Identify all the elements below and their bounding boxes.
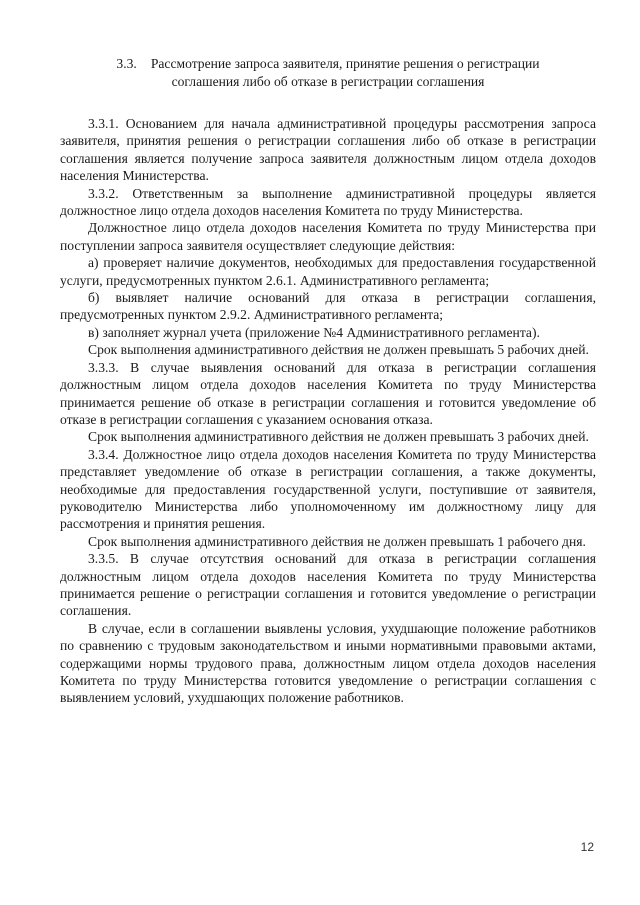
paragraph-actions-intro: Должностное лицо отдела доходов населения Комитета по труду Министерства при поступлении запроса заявителя осуществляет следующие действия: [60, 220, 596, 253]
paragraph-3-3-3: 3.3.3. В случае выявления оснований для отказа в регистрации соглашения должностным лицом отдела доходов населения Комитета по труду Министерства принимается решение об отказе в регистрации соглашения и готовится уведомление об отказе в регистрации соглашения с указанием основания отказа. [60, 359, 596, 427]
section-title-line-2: соглашения либо об отказе в регистрации соглашения [171, 74, 485, 89]
document-page [60, 55, 596, 707]
paragraph-3-3-4: 3.3.4. Должностное лицо отдела доходов населения Комитета по труду Министерства представляет уведомление об отказе в регистрации соглашения, а также документы, необходимые для предоставления государственной услуги, поступившие от заявителя, руководителю Министерства либо уполномоченному им должностному лицу для рассмотрения и принятия решения. [60, 446, 596, 532]
section-number: 3.3. [116, 56, 137, 71]
section-heading-line-1 [60, 55, 596, 73]
paragraph-deadline-3-days: Срок выполнения административного действия не должен превышать 3 рабочих дней. [88, 429, 589, 445]
paragraph-3-3-5: 3.3.5. В случае отсутствия оснований для отказа в регистрации соглашения должностным лицом отдела доходов населения Комитета по труду Министерства принимается решение о регистрации соглашения и готовится уведомление о регистрации соглашения. [60, 551, 596, 619]
paragraph-3-3-2: 3.3.2. Ответственным за выполнение административной процедуры является должностное лицо отдела доходов населения Комитета по труду Министерства. [60, 185, 596, 219]
list-item-v: в) заполняет журнал учета (приложение №4 Административного регламента). [88, 324, 540, 340]
section-title-line-1: Рассмотрение запроса заявителя, принятие решения о регистрации [150, 56, 540, 71]
paragraph-worsening-conditions: В случае, если в соглашении выявлены условия, ухудшающие положение работников по сравнению с трудовым законодательством и иными нормативными правовыми актами, содержащими нормы трудового права, должностным лицом отдела доходов населения Комитета по труду Министерства готовится уведомление о регистрации соглашения с выявлением условий, ухудшающих положение работников. [60, 620, 596, 706]
paragraph-deadline-5-days: Срок выполнения административного действия не должен превышать 5 рабочих дней. [88, 342, 589, 358]
list-item-a: а) проверяет наличие документов, необходимых для предоставления государственной услуги, предусмотренных пунктом 2.6.1. Административного регламента; [60, 255, 596, 288]
paragraph-3-3-1: 3.3.1. Основанием для начала административной процедуры рассмотрения запроса заявителя, принятия решения о регистрации соглашения либо об отказе в регистрации соглашения является получение запроса заявителя должностным лицом отдела доходов населения Министерства. [60, 116, 596, 184]
page-number: 12 [580, 840, 594, 854]
list-item-b: б) выявляет наличие оснований для отказа в регистрации соглашения, предусмотренных пунктом 2.9.2. Административного регламента; [60, 290, 596, 323]
section-heading [60, 55, 596, 91]
paragraph-deadline-1-day: Срок выполнения административного действия не должен превышать 1 рабочего дня. [88, 533, 586, 549]
